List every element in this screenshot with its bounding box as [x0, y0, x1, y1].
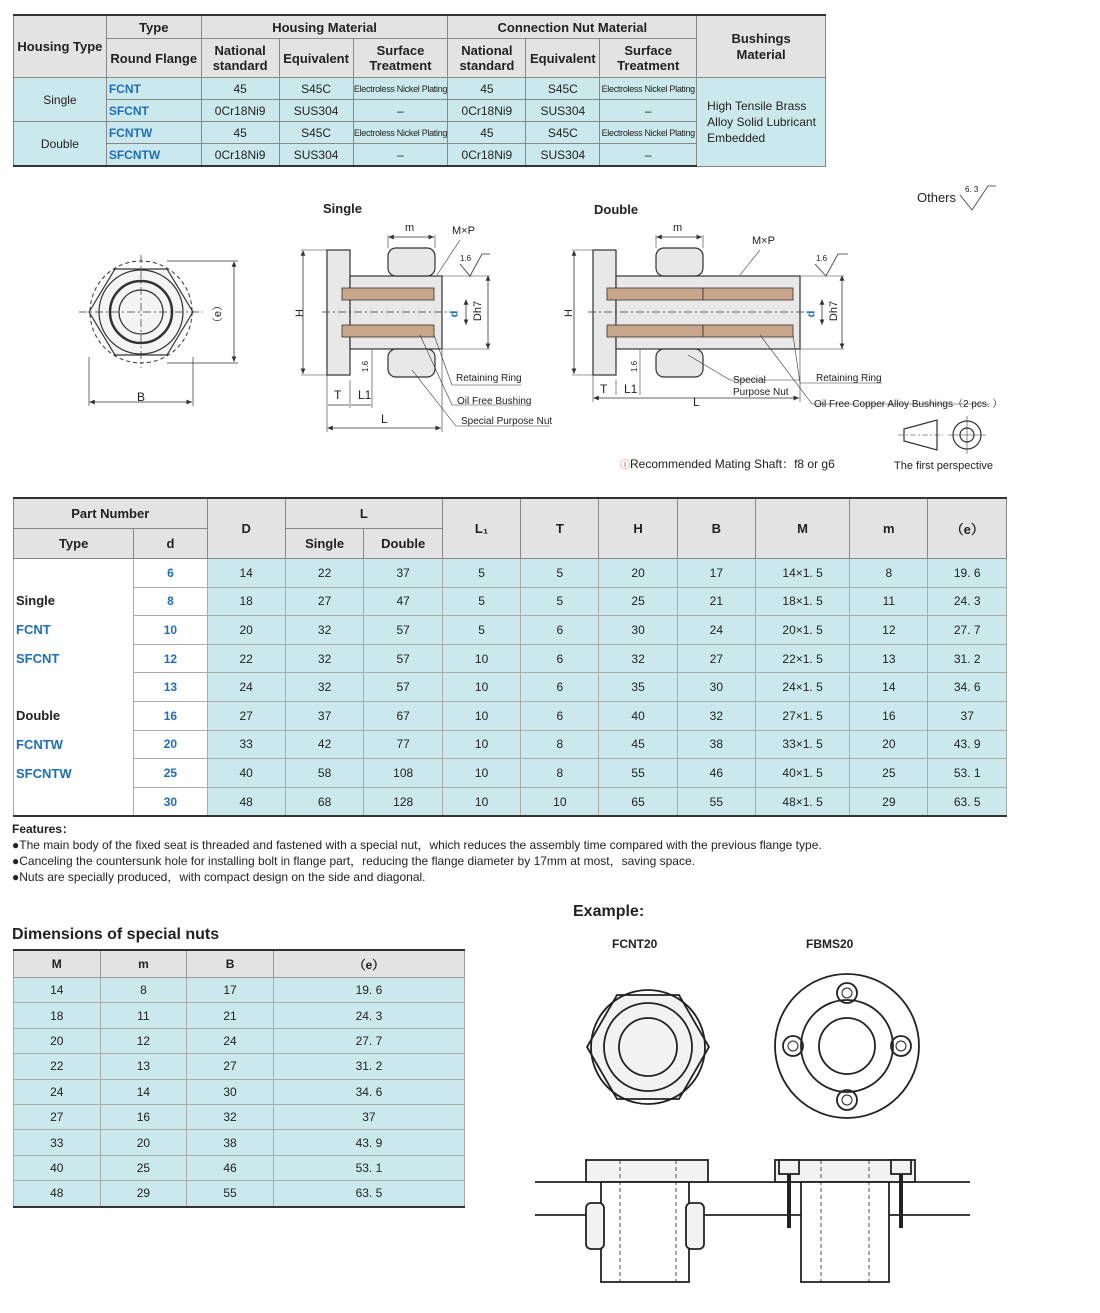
- example-title: Example:: [573, 903, 645, 920]
- label-l1-double: L1: [624, 382, 638, 396]
- nut-table: [13, 949, 465, 1208]
- cell: 20: [100, 1130, 187, 1155]
- cell: 10: [442, 730, 520, 759]
- cell: 53. 1: [273, 1155, 464, 1180]
- cell: 45: [448, 78, 526, 100]
- cell: 32: [285, 644, 364, 673]
- cell: 55: [599, 759, 677, 788]
- cell: 31. 2: [928, 644, 1007, 673]
- cell: –: [600, 144, 697, 167]
- cell: 128: [364, 787, 443, 816]
- cell: 8: [521, 730, 599, 759]
- flange-type: SFCNT: [106, 100, 201, 122]
- label-h: H: [293, 309, 306, 317]
- cell: 5: [521, 559, 599, 588]
- b-header: B: [677, 498, 755, 559]
- cell: 27. 7: [273, 1028, 464, 1053]
- nut-table-title: Dimensions of special nuts: [12, 926, 220, 943]
- cell: 27: [187, 1054, 274, 1079]
- label-r16: 1.6: [361, 360, 371, 373]
- label-retaining-ring-double: Retaining Ring: [816, 373, 882, 384]
- cell: 43. 9: [928, 730, 1007, 759]
- cell: –: [600, 100, 697, 122]
- d-cell: 13: [134, 673, 207, 702]
- cell: 65: [599, 787, 677, 816]
- part-number-header: Part Number: [14, 498, 208, 529]
- cell: 17: [187, 978, 274, 1003]
- bushings-material-header: Bushings Material: [697, 15, 826, 78]
- cell: 0Cr18Ni9: [201, 100, 279, 122]
- front-view: [79, 255, 238, 406]
- cell: 55: [187, 1181, 274, 1207]
- cell: 27: [285, 587, 364, 616]
- label-special-nut-double: Special Purpose Nut: [733, 375, 789, 398]
- cell: 6: [521, 644, 599, 673]
- label-h-double: H: [562, 309, 575, 317]
- cell: 27: [207, 701, 285, 730]
- type-label: Single: [16, 593, 56, 608]
- cell: 42: [285, 730, 364, 759]
- flange-type: SFCNTW: [106, 144, 201, 167]
- cell: 0Cr18Ni9: [201, 144, 279, 167]
- feature-text: Canceling the countersunk hole for installing bolt in flange part，reducing the flange diameter by 17mm at most，saving space.: [19, 854, 695, 868]
- cell: 6: [521, 616, 599, 645]
- cell: 77: [364, 730, 443, 759]
- cell: Electroless Nickel Plating: [353, 122, 448, 144]
- feature-item: [12, 854, 695, 870]
- cell: 21: [677, 587, 755, 616]
- cell: 11: [850, 587, 928, 616]
- label-mxp: M×P: [452, 225, 475, 237]
- label-dh7: Dh7: [472, 300, 485, 322]
- cell: 37: [273, 1104, 464, 1129]
- cell: 18: [207, 587, 285, 616]
- cell: S45C: [526, 78, 600, 100]
- cell: 8: [521, 759, 599, 788]
- t-header: T: [521, 498, 599, 559]
- cell: 19. 6: [928, 559, 1007, 588]
- cell: 43. 9: [273, 1130, 464, 1155]
- cell: 48×1. 5: [755, 787, 849, 816]
- d-cell: 25: [134, 759, 207, 788]
- double-header: Double: [364, 529, 443, 559]
- type-column: [14, 559, 134, 817]
- cell: 57: [364, 616, 443, 645]
- d-cell: 8: [134, 587, 207, 616]
- cell: 14: [100, 1079, 187, 1104]
- cell: 24. 3: [273, 1003, 464, 1028]
- national-standard-header: National standard: [448, 39, 526, 78]
- cell: 11: [100, 1003, 187, 1028]
- label-l1: L1: [358, 388, 372, 402]
- type-label: SFCNTW: [16, 765, 72, 781]
- cell: 10: [442, 759, 520, 788]
- cell: SUS304: [526, 144, 600, 167]
- type-header: Type: [14, 529, 134, 559]
- cell: 58: [285, 759, 364, 788]
- bullet-icon: ●: [12, 870, 20, 884]
- cell: 45: [201, 122, 279, 144]
- label-dh7-double: Dh7: [828, 300, 841, 322]
- cell: 40: [207, 759, 285, 788]
- l-header: L: [285, 498, 442, 529]
- dimension-table: [13, 497, 1007, 817]
- cell: 63. 5: [928, 787, 1007, 816]
- cell: Electroless Nickel Plating: [600, 122, 697, 144]
- cell: 17: [677, 559, 755, 588]
- cell: 33×1. 5: [755, 730, 849, 759]
- cell: 20: [14, 1028, 101, 1053]
- cell: 57: [364, 673, 443, 702]
- cell: S45C: [279, 78, 353, 100]
- cell: 35: [599, 673, 677, 702]
- cell: SUS304: [279, 100, 353, 122]
- double-drawing-title: Double: [594, 202, 639, 217]
- cell: 108: [364, 759, 443, 788]
- cell: 37: [285, 701, 364, 730]
- label-r16-double: 1.6: [630, 360, 640, 373]
- equivalent-header: Equivalent: [526, 39, 600, 78]
- cell: 6: [521, 673, 599, 702]
- cell: 30: [677, 673, 755, 702]
- label-b: B: [137, 390, 146, 404]
- cell: S45C: [279, 122, 353, 144]
- cell: 13: [850, 644, 928, 673]
- bushing-material: High Tensile Brass Alloy Solid Lubricant Embedded: [697, 78, 826, 167]
- bullet-icon: ●: [12, 854, 20, 868]
- cell: 57: [364, 644, 443, 673]
- cell: 8: [100, 978, 187, 1003]
- cell: 5: [442, 587, 520, 616]
- cell: 22×1. 5: [755, 644, 849, 673]
- l1-header: L₁: [442, 498, 520, 559]
- cell: 12: [100, 1028, 187, 1053]
- surface-treatment-header: Surface Treatment: [600, 39, 697, 78]
- cell: 45: [599, 730, 677, 759]
- cell: 32: [677, 701, 755, 730]
- roughness-value-double: 1.6: [816, 254, 828, 263]
- cell: 31. 2: [273, 1054, 464, 1079]
- h-header: H: [599, 498, 677, 559]
- bullet-icon: ●: [12, 838, 20, 852]
- cell: 32: [599, 644, 677, 673]
- cell: 14: [850, 673, 928, 702]
- technical-drawing: [0, 170, 1100, 490]
- type-label: FCNT: [16, 621, 51, 637]
- others-label: Others: [917, 190, 957, 205]
- nut-header: m: [100, 950, 187, 978]
- cell: 27×1. 5: [755, 701, 849, 730]
- m-upper-header: M: [755, 498, 849, 559]
- label-d: d: [448, 310, 461, 318]
- cell: 10: [442, 787, 520, 816]
- cell: 45: [448, 122, 526, 144]
- cell: 30: [187, 1079, 274, 1104]
- label-d-double: d: [805, 310, 818, 318]
- cell: S45C: [526, 122, 600, 144]
- cell: 53. 1: [928, 759, 1007, 788]
- cell: 40×1. 5: [755, 759, 849, 788]
- cell: 29: [100, 1181, 187, 1207]
- cell: 0Cr18Ni9: [448, 100, 526, 122]
- cell: 29: [850, 787, 928, 816]
- cell: Electroless Nickel Plating: [600, 78, 697, 100]
- nut-header: B: [187, 950, 274, 978]
- housing-type-header: Housing Type: [14, 15, 107, 78]
- cell: 47: [364, 587, 443, 616]
- cell: 33: [207, 730, 285, 759]
- flange-type: FCNTW: [106, 122, 201, 144]
- group-single: Single: [14, 78, 107, 122]
- cell: 27: [677, 644, 755, 673]
- cell: 27. 7: [928, 616, 1007, 645]
- label-m: m: [405, 222, 415, 234]
- cell: 37: [364, 559, 443, 588]
- housing-material-header: Housing Material: [201, 15, 448, 39]
- feature-text: The main body of the fixed seat is threaded and fastened with a special nut，which reduces the assembly time compared with the previous flange type.: [19, 838, 822, 852]
- cell: 25: [599, 587, 677, 616]
- single-drawing-title: Single: [323, 201, 363, 216]
- feature-item: [12, 870, 426, 886]
- cell: 14×1. 5: [755, 559, 849, 588]
- cell: 38: [187, 1130, 274, 1155]
- group-double: Double: [14, 122, 107, 167]
- cell: 10: [442, 701, 520, 730]
- cell: 67: [364, 701, 443, 730]
- connection-nut-material-header: Connection Nut Material: [448, 15, 697, 39]
- cell: 32: [285, 616, 364, 645]
- cell: 55: [677, 787, 755, 816]
- cell: 24: [14, 1079, 101, 1104]
- cell: 12: [850, 616, 928, 645]
- first-perspective-icon: [898, 416, 986, 454]
- mating-shaft-text: Recommended Mating Shaft：f8 or g6: [630, 457, 835, 471]
- cell: 24: [187, 1028, 274, 1053]
- cell: 18: [14, 1003, 101, 1028]
- feature-item: [12, 838, 822, 854]
- cell: 48: [14, 1181, 101, 1207]
- cell: 22: [207, 644, 285, 673]
- cell: 46: [187, 1155, 274, 1180]
- cell: 63. 5: [273, 1181, 464, 1207]
- label-oil-free-bushing: Oil Free Bushing: [457, 396, 532, 407]
- e-header: （e）: [928, 498, 1007, 559]
- cell: 18×1. 5: [755, 587, 849, 616]
- cell: 34. 6: [928, 673, 1007, 702]
- cell: –: [353, 144, 448, 167]
- type-label: [16, 673, 133, 702]
- fcnt20-side-view: [586, 1160, 708, 1282]
- cell: 21: [187, 1003, 274, 1028]
- d-cell: 20: [134, 730, 207, 759]
- type-label: FCNTW: [16, 736, 63, 752]
- d-cell: 10: [134, 616, 207, 645]
- cell: 22: [285, 559, 364, 588]
- cell: 38: [677, 730, 755, 759]
- cell: 32: [285, 673, 364, 702]
- cell: 20×1. 5: [755, 616, 849, 645]
- nut-header: （e）: [273, 950, 464, 978]
- surface-treatment-header: Surface Treatment: [353, 39, 448, 78]
- cell: SUS304: [526, 100, 600, 122]
- cell: SUS304: [279, 144, 353, 167]
- d-cell: 6: [134, 559, 207, 588]
- cell: 30: [599, 616, 677, 645]
- cell: 20: [599, 559, 677, 588]
- example-drawing: [530, 960, 980, 1290]
- cell: 24: [677, 616, 755, 645]
- example-right-label: FBMS20: [806, 937, 854, 951]
- cell: 22: [14, 1054, 101, 1079]
- cell: 19. 6: [273, 978, 464, 1003]
- fbms20-side-view: [775, 1160, 915, 1282]
- type-label: Double: [16, 708, 61, 724]
- label-oil-free-copper: Oil Free Copper Alloy Bushings（2 pcs. ）: [814, 399, 1003, 410]
- roughness-value: 1.6: [460, 254, 472, 263]
- cell: 5: [442, 559, 520, 588]
- others-roughness-value: 6. 3: [965, 185, 979, 194]
- cell: –: [353, 100, 448, 122]
- fcnt20-front-view: [587, 990, 709, 1104]
- fbms20-front-view: [775, 974, 919, 1118]
- d-cell: 30: [134, 787, 207, 816]
- cell: 34. 6: [273, 1079, 464, 1104]
- cell: 0Cr18Ni9: [448, 144, 526, 167]
- cell: 20: [207, 616, 285, 645]
- flange-type: FCNT: [106, 78, 201, 100]
- cell: 48: [207, 787, 285, 816]
- cell: 37: [928, 701, 1007, 730]
- single-header: Single: [285, 529, 364, 559]
- nut-header: M: [14, 950, 101, 978]
- label-retaining-ring: Retaining Ring: [456, 373, 522, 384]
- d-lower-header: d: [134, 529, 207, 559]
- cell: 5: [442, 616, 520, 645]
- cell: 40: [14, 1155, 101, 1180]
- cell: 46: [677, 759, 755, 788]
- cell: 8: [850, 559, 928, 588]
- cell: 16: [100, 1104, 187, 1129]
- equivalent-header: Equivalent: [279, 39, 353, 78]
- label-l-double: L: [693, 395, 700, 409]
- d-upper-header: D: [207, 498, 285, 559]
- cell: 24×1. 5: [755, 673, 849, 702]
- type-label: SFCNT: [16, 650, 60, 666]
- cell: 33: [14, 1130, 101, 1155]
- type-header: Type: [106, 15, 201, 39]
- warning-icon: ⓘ: [620, 460, 630, 471]
- label-special-nut: Special Purpose Nut: [461, 416, 553, 427]
- cell: 24: [207, 673, 285, 702]
- mating-shaft-note: [620, 455, 835, 472]
- cell: 14: [207, 559, 285, 588]
- cell: 40: [599, 701, 677, 730]
- cell: 16: [850, 701, 928, 730]
- cell: 13: [100, 1054, 187, 1079]
- d-cell: 16: [134, 701, 207, 730]
- cell: 25: [100, 1155, 187, 1180]
- label-t: T: [334, 388, 342, 402]
- example-left-label: FCNT20: [612, 937, 658, 951]
- m-lower-header: m: [850, 498, 928, 559]
- cell: 32: [187, 1104, 274, 1129]
- cell: 27: [14, 1104, 101, 1129]
- cell: 25: [850, 759, 928, 788]
- feature-text: Nuts are specially produced，with compact design on the side and diagonal.: [19, 870, 426, 884]
- label-t-double: T: [600, 382, 608, 396]
- label-l: L: [381, 412, 388, 426]
- cell: Electroless Nickel Plating: [353, 78, 448, 100]
- material-table: [13, 14, 826, 167]
- cell: 14: [14, 978, 101, 1003]
- cell: 24. 3: [928, 587, 1007, 616]
- label-mxp-double: M×P: [752, 235, 775, 247]
- first-perspective-label: The first perspective: [894, 460, 994, 472]
- cell: 10: [442, 673, 520, 702]
- label-m-double: m: [673, 222, 683, 234]
- cell: 6: [521, 701, 599, 730]
- national-standard-header: National standard: [201, 39, 279, 78]
- cell: 5: [521, 587, 599, 616]
- cell: 10: [442, 644, 520, 673]
- cell: 45: [201, 78, 279, 100]
- cell: 68: [285, 787, 364, 816]
- label-e: （e）: [212, 299, 225, 329]
- features-title: Features：: [12, 822, 75, 836]
- d-cell: 12: [134, 644, 207, 673]
- round-flange-header: Round Flange: [106, 39, 201, 78]
- cell: 10: [521, 787, 599, 816]
- cell: 20: [850, 730, 928, 759]
